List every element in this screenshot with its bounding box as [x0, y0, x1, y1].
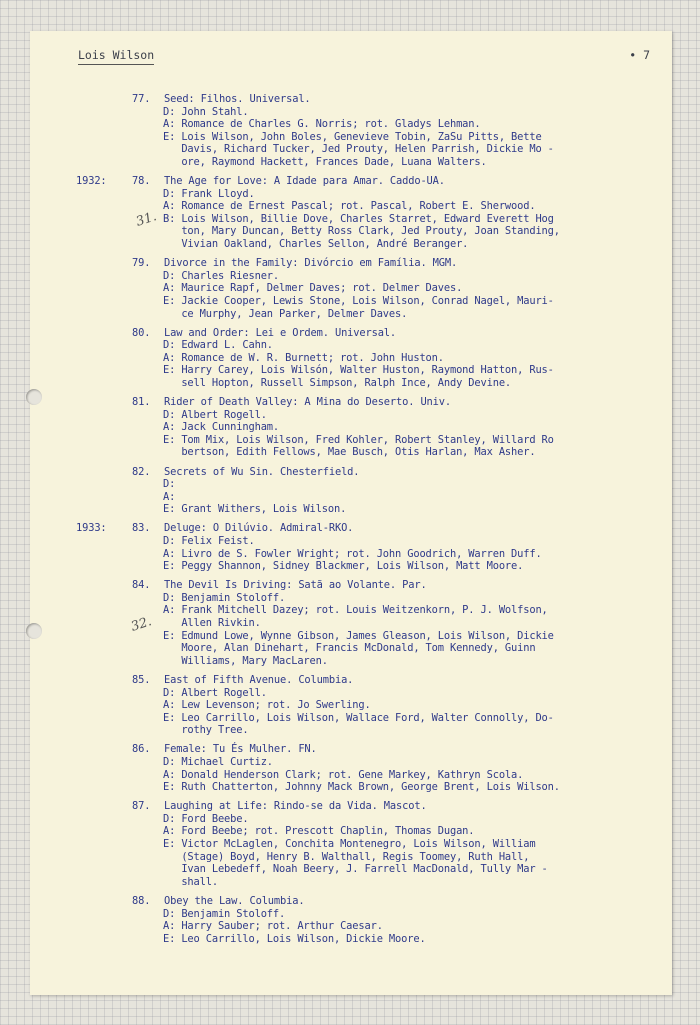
entry-credit-line: A: Harry Sauber; rot. Arthur Caesar.	[163, 920, 383, 933]
entry-credit-line: D: Ford Beebe.	[163, 812, 249, 825]
entry-credit-line: A: Lew Levenson; rot. Jo Swerling.	[163, 699, 371, 712]
entry-credit-line: (Stage) Boyd, Henry B. Walthall, Regis Toomey, Ruth Hall,	[163, 850, 530, 863]
entry-title-line	[76, 800, 666, 813]
entry-title-line	[76, 743, 666, 756]
entry-number: 82.	[132, 465, 151, 478]
margin-note: 32.	[129, 614, 154, 635]
entry-credit-line: bertson, Edith Fellows, Mae Busch, Otis Harlan, Max Asher.	[163, 446, 536, 459]
header-name: Lois Wilson	[78, 48, 154, 65]
entry-credit-line: D: Frank Lloyd.	[163, 187, 255, 200]
entry-number: 85.	[132, 673, 151, 686]
film-entry	[76, 579, 666, 667]
entry-credit-line: rothy Tree.	[163, 724, 249, 737]
entry-number: 77.	[132, 93, 151, 105]
entry-credit-line: ore, Raymond Hackett, Frances Dade, Luana Walters.	[163, 155, 487, 168]
entry-number: 88.	[132, 894, 151, 907]
film-entry	[76, 800, 666, 888]
film-entry	[76, 895, 666, 945]
entry-credit-line: A:	[163, 490, 176, 503]
entry-title: East of Fifth Avenue. Columbia.	[164, 673, 354, 686]
entry-credit-line: E: Grant Withers, Lois Wilson.	[163, 503, 347, 516]
entry-credit-line: Vivian Oakland, Charles Sellon, André Beranger.	[163, 238, 469, 251]
entry-credit-line: A: Jack Cunningham.	[163, 421, 280, 434]
entry-credit-line: D: Felix Feist.	[163, 535, 255, 547]
entry-number: 80.	[132, 326, 151, 339]
entry-credit-line: B: Lois Wilson, Billie Dove, Charles Starret, Edward Everett Hog	[163, 212, 554, 225]
entry-credit-line: E: Victor McLaglen, Conchita Montenegro, Lois Wilson, William	[163, 838, 536, 851]
entry-credit-line: ton, Mary Duncan, Betty Ross Clark, Jed Prouty, Joan Standing,	[163, 225, 560, 238]
entry-number: 81.	[132, 396, 151, 409]
entry-credit-line: E: Jackie Cooper, Lewis Stone, Lois Wilson, Conrad Nagel, Mauri-	[163, 294, 554, 307]
entry-credit-line: E: Edmund Lowe, Wynne Gibson, James Gleason, Lois Wilson, Dickie	[163, 629, 554, 642]
entry-number: 86.	[132, 743, 151, 756]
entry-credit-line: D: Edward L. Cahn.	[163, 339, 273, 352]
punch-hole	[26, 389, 42, 405]
entry-number: 78.	[132, 175, 151, 188]
entry-title-line	[76, 396, 666, 409]
entry-year: 1932:	[76, 175, 107, 188]
entry-title: Secrets of Wu Sin. Chesterfield.	[164, 465, 360, 478]
entry-credit-line: D: Michael Curtiz.	[163, 756, 273, 768]
entry-credit-line: shall.	[163, 875, 218, 888]
entry-credit-line: Allen Rivkin.	[163, 617, 261, 630]
film-entry	[76, 327, 666, 390]
entry-title-line	[76, 466, 666, 479]
entry-title-line	[76, 327, 666, 340]
entry-credit-line: D: John Stahl.	[163, 105, 249, 118]
entry-title: Female: Tu És Mulher. FN.	[164, 743, 317, 756]
entry-credit-line: A: Romance de Charles G. Norris; rot. Gladys Lehman.	[163, 118, 481, 131]
entry-title: Rider of Death Valley: A Mina do Deserto. Univ.	[164, 396, 451, 409]
entry-title: The Age for Love: A Idade para Amar. Caddo-UA.	[164, 175, 445, 188]
film-entry	[76, 93, 666, 169]
entry-year: 1933:	[76, 522, 107, 535]
entry-title: Seed: Filhos. Universal.	[164, 93, 311, 105]
entry-credit-line: A: Maurice Rapf, Delmer Daves; rot. Delmer Daves.	[163, 282, 463, 295]
entry-credit-line: D:	[163, 478, 176, 491]
film-entry	[76, 522, 666, 572]
film-entry	[76, 743, 666, 793]
entry-credit-line: D: Charles Riesner.	[163, 269, 280, 282]
entry-credit-line: E: Peggy Shannon, Sidney Blackmer, Lois Wilson, Matt Moore.	[163, 560, 524, 573]
entry-title: Obey the Law. Columbia.	[164, 894, 305, 907]
film-entry	[76, 175, 666, 251]
entry-credit-line: E: Lois Wilson, John Boles, Genevieve Tobin, ZaSu Pitts, Bette	[163, 130, 542, 143]
entry-credit-line: E: Leo Carrillo, Lois Wilson, Wallace Ford, Walter Connolly, Do-	[163, 711, 554, 724]
filmography-list	[76, 93, 666, 952]
entry-credit-line: A: Romance de Ernest Pascal; rot. Pascal, Robert E. Sherwood.	[163, 200, 536, 213]
entry-title-line	[76, 175, 666, 188]
entry-credit-line: A: Ford Beebe; rot. Prescott Chaplin, Thomas Dugan.	[163, 825, 475, 838]
entry-credit-line: A: Donald Henderson Clark; rot. Gene Markey, Kathryn Scola.	[163, 768, 524, 781]
entry-credit-line: Ivan Lebedeff, Noah Beery, J. Farrell MacDonald, Tully Mar -	[163, 863, 548, 876]
entry-title: Deluge: O Dilúvio. Admiral-RKO.	[164, 522, 354, 535]
entry-number: 87.	[132, 800, 151, 813]
entry-credit-line: E: Ruth Chatterton, Johnny Mack Brown, George Brent, Lois Wilson.	[163, 781, 560, 794]
entry-title: The Devil Is Driving: Satã ao Volante. Par.	[164, 579, 427, 592]
entry-credit-line: sell Hopton, Russell Simpson, Ralph Ince, Andy Devine.	[163, 376, 512, 389]
entry-credit-line: D: Benjamin Stoloff.	[163, 907, 286, 920]
margin-note: 31.	[134, 209, 159, 230]
page-header	[78, 48, 660, 68]
entry-credit-line: E: Harry Carey, Lois Wilsón, Walter Huston, Raymond Hatton, Rus-	[163, 364, 554, 377]
entry-credit-line: Williams, Mary MacLaren.	[163, 654, 328, 667]
entry-credit-line: Moore, Alan Dinehart, Francis McDonald, Tom Kennedy, Guinn	[163, 642, 536, 655]
entry-title: Divorce in the Family: Divórcio em Família. MGM.	[164, 257, 458, 270]
entry-title-line	[76, 579, 666, 592]
entry-title-line	[76, 895, 666, 908]
entry-credit-line: A: Romance de W. R. Burnett; rot. John Huston.	[163, 351, 444, 364]
entry-credit-line: ce Murphy, Jean Parker, Delmer Daves.	[163, 307, 408, 320]
entry-credit-line: D: Benjamin Stoloff.	[163, 591, 286, 604]
entry-credit-line: E: Tom Mix, Lois Wilson, Fred Kohler, Robert Stanley, Willard Ro	[163, 433, 554, 446]
entry-number: 83.	[132, 522, 151, 535]
entry-number: 84.	[132, 579, 151, 592]
page-number: • 7	[629, 48, 650, 62]
entry-credit-line: D: Albert Rogell.	[163, 408, 267, 421]
entry-credit-line: A: Frank Mitchell Dazey; rot. Louis Weitzenkorn, P. J. Wolfson,	[163, 604, 548, 617]
entry-credit-line: D: Albert Rogell.	[163, 686, 267, 699]
entry-title-line	[76, 522, 666, 535]
entry-title-line	[76, 257, 666, 270]
entry-title-line	[76, 93, 666, 106]
entry-number: 79.	[132, 257, 151, 270]
film-entry	[76, 674, 666, 737]
film-entry	[76, 466, 666, 516]
entry-title-line	[76, 674, 666, 687]
punch-hole	[26, 623, 42, 639]
entry-title: Law and Order: Lei e Ordem. Universal.	[164, 326, 397, 339]
film-entry	[76, 257, 666, 320]
entry-credit-line: E: Leo Carrillo, Lois Wilson, Dickie Moore.	[163, 932, 426, 945]
entry-credit-line: A: Livro de S. Fowler Wright; rot. John Goodrich, Warren Duff.	[163, 547, 542, 560]
entry-credit-line: Davis, Richard Tucker, Jed Prouty, Helen Parrish, Dickie Mo -	[163, 143, 554, 156]
entry-title: Laughing at Life: Rindo-se da Vida. Mascot.	[164, 800, 427, 813]
film-entry	[76, 396, 666, 459]
